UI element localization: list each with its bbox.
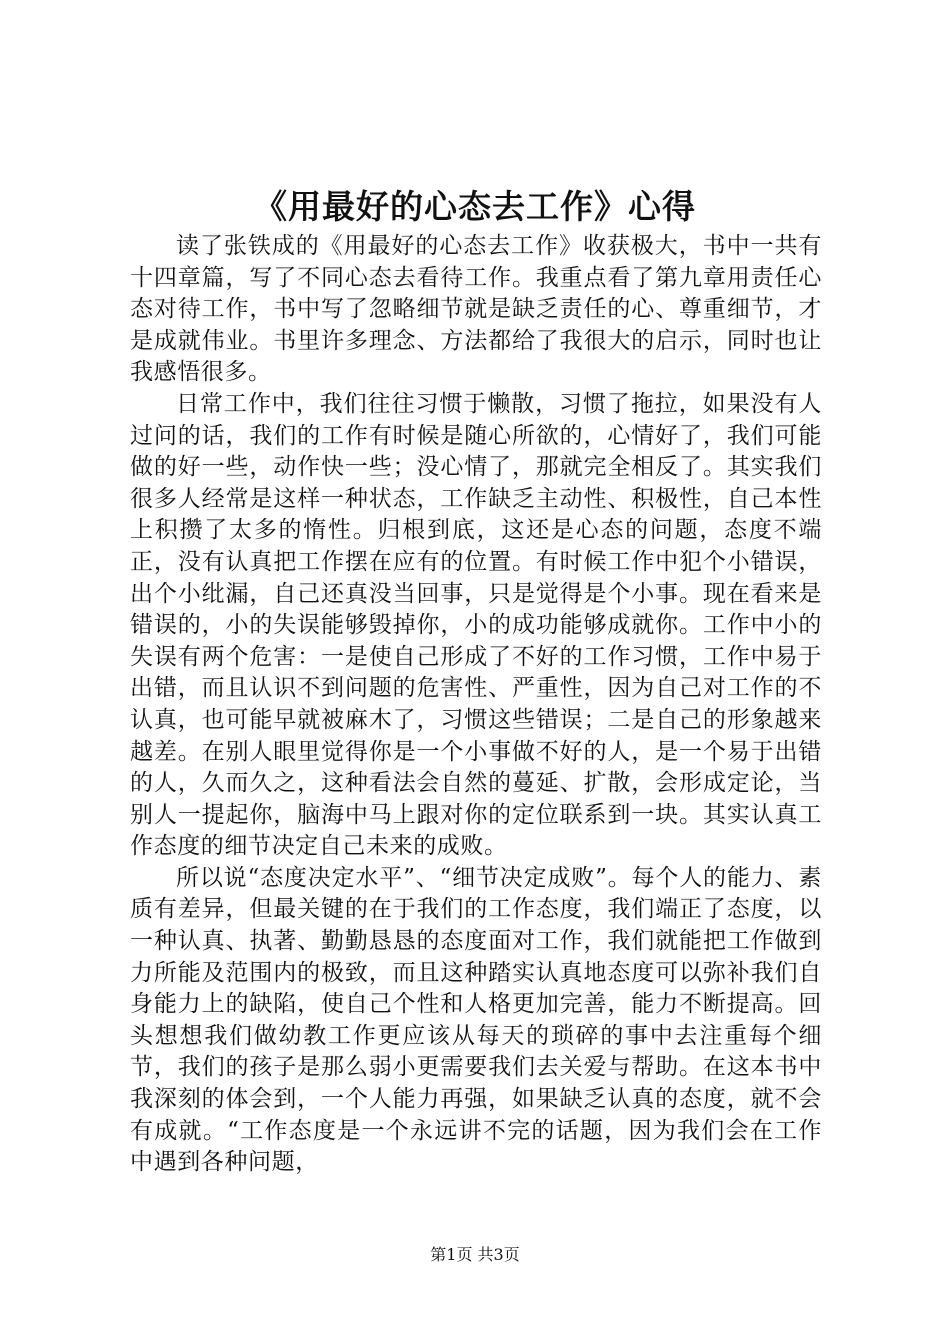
page-footer: 第1页 共3页 [430,1245,520,1264]
paragraph-1: 读了张铁成的《用最好的心态去工作》收获极大，书中一共有十四章篇，写了不同心态去看待工作。我重点看了第九章用责任心态对待工作，书中写了忽略细节就是缺乏责任的心、尊重细节，才是成就伟业。书里许多理念、方法都给了我很大的启示，同时也让我感悟很多。 [130,233,822,386]
document-body [130,231,822,1179]
paragraph-2: 日常工作中，我们往往习惯于懒散，习惯了拖拉，如果没有人过问的话，我们的工作有时候是随心所欲的，心情好了，我们可能做的好一些，动作快一些；没心情了，那就完全相反了。其实我们很多人经常是这样一种状态，工作缺乏主动性、积极性，自己本性上积攒了太多的惰性。归根到底，这还是心态的问题，态度不端正，没有认真把工作摆在应有的位置。有时候工作中犯个小错误，出个小纰漏，自己还真没当回事，只是觉得是个小事。现在看来是错误的，小的失误能够毁掉你，小的成功能够成就你。工作中小的失误有两个危害：一是使自己形成了不好的工作习惯，工作中易于出错，而且认识不到问题的危害性、严重性，因为自己对工作的不认真，也可能早就被麻木了，习惯这些错误；二是自己的形象越来越差。在别人眼里觉得你是一个小事做不好的人，是一个易于出错的人，久而久之，这种看法会自然的蔓延、扩散，会形成定论，当别人一提起你，脑海中马上跟对你的定位联系到一块。其实认真工作态度的细节决定自己未来的成败。 [130,390,822,860]
document-title: 《用最好的心态去工作》心得 [254,187,696,226]
paragraph-3: 所以说“态度决定水平”、“细节决定成败”。每个人的能力、素质有差异，但最关键的在于我们的工作态度，我们端正了态度，以一种认真、执著、勤勤恳恳的态度面对工作，我们就能把工作做到力所能及范围内的极致，而且这种踏实认真地态度可以弥补我们自身能力上的缺陷，使自己个性和人格更加完善，能力不断提高。回头想想我们做幼教工作更应该从每天的琐碎的事中去注重每个细节，我们的孩子是那么弱小更需要我们去关爱与帮助。在这本书中我深刻的体会到，一个人能力再强，如果缺乏认真的态度，就不会有成就。“工作态度是一个永远讲不完的话题，因为我们会在工作中遇到各种问题， [130,864,822,1176]
